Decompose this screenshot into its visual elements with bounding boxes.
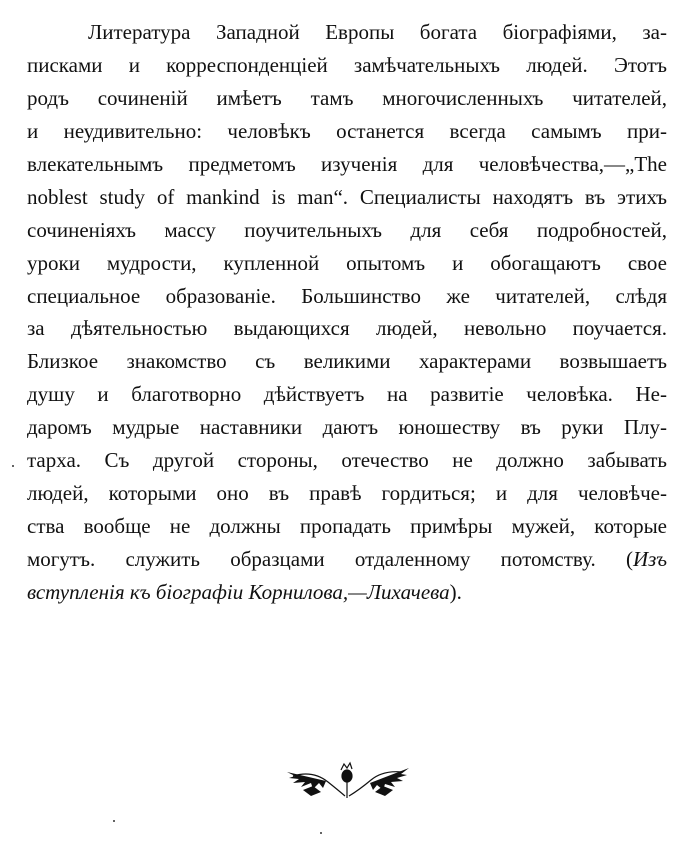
text-line: за дѣятельностью выдающихся людей, невольно поучается. (27, 316, 667, 341)
text-line: специальное образованіе. Большинство же читателей, слѣдя (27, 283, 667, 308)
text-line (27, 543, 667, 576)
text-line: Близкое знакомство съ великими характерами возвышаетъ (27, 349, 667, 374)
text-line: уроки мудрости, купленной опытомъ и обогащаютъ свое (27, 250, 667, 275)
citation-line (27, 576, 667, 609)
text-line: тарха. Съ другой стороны, отечество не должно забывать (27, 448, 667, 473)
text-line: сочиненіяхъ массу поучительныхъ для себя подробностей, (27, 217, 667, 242)
text-line: душу и благотворно дѣйствуетъ на развитіе человѣка. Не- (27, 382, 667, 407)
text-line: noblest study of mankind is man“. Специалисты находятъ въ этихъ (27, 184, 667, 209)
scan-speck (320, 832, 322, 834)
text-line: родъ сочиненій имѣетъ тамъ многочисленныхъ читателей, (27, 85, 667, 110)
text-line: Литература Западной Европы богата біографіями, за- (88, 20, 667, 44)
citation-start: Изъ (633, 547, 667, 571)
text-line: людей, которыми оно въ правѣ гордиться; и для человѣче- (27, 481, 667, 506)
text-line: ства вообще не должны пропадать примѣры мужей, которые (27, 514, 667, 539)
thistle-ornament-icon (283, 760, 413, 802)
document-body (27, 16, 667, 609)
citation-end: ). (449, 579, 462, 604)
text-line: и неудивительно: человѣкъ останется всегда самымъ при- (27, 118, 667, 143)
scan-speck (113, 820, 115, 822)
text-line: писками и корреспонденціей замѣчательныхъ людей. Этотъ (27, 52, 667, 77)
scan-speck (12, 465, 14, 467)
text-line: даромъ мудрые наставники даютъ юношеству въ руки Плу- (27, 415, 667, 440)
text-line: влекательнымъ предметомъ изученія для человѣчества,—„The (27, 151, 667, 176)
citation-source: вступленія къ біографіи Корнилова,—Лихачева (27, 579, 450, 604)
text-segment: могутъ. служить образцами отдаленному потомству. ( (27, 547, 634, 571)
